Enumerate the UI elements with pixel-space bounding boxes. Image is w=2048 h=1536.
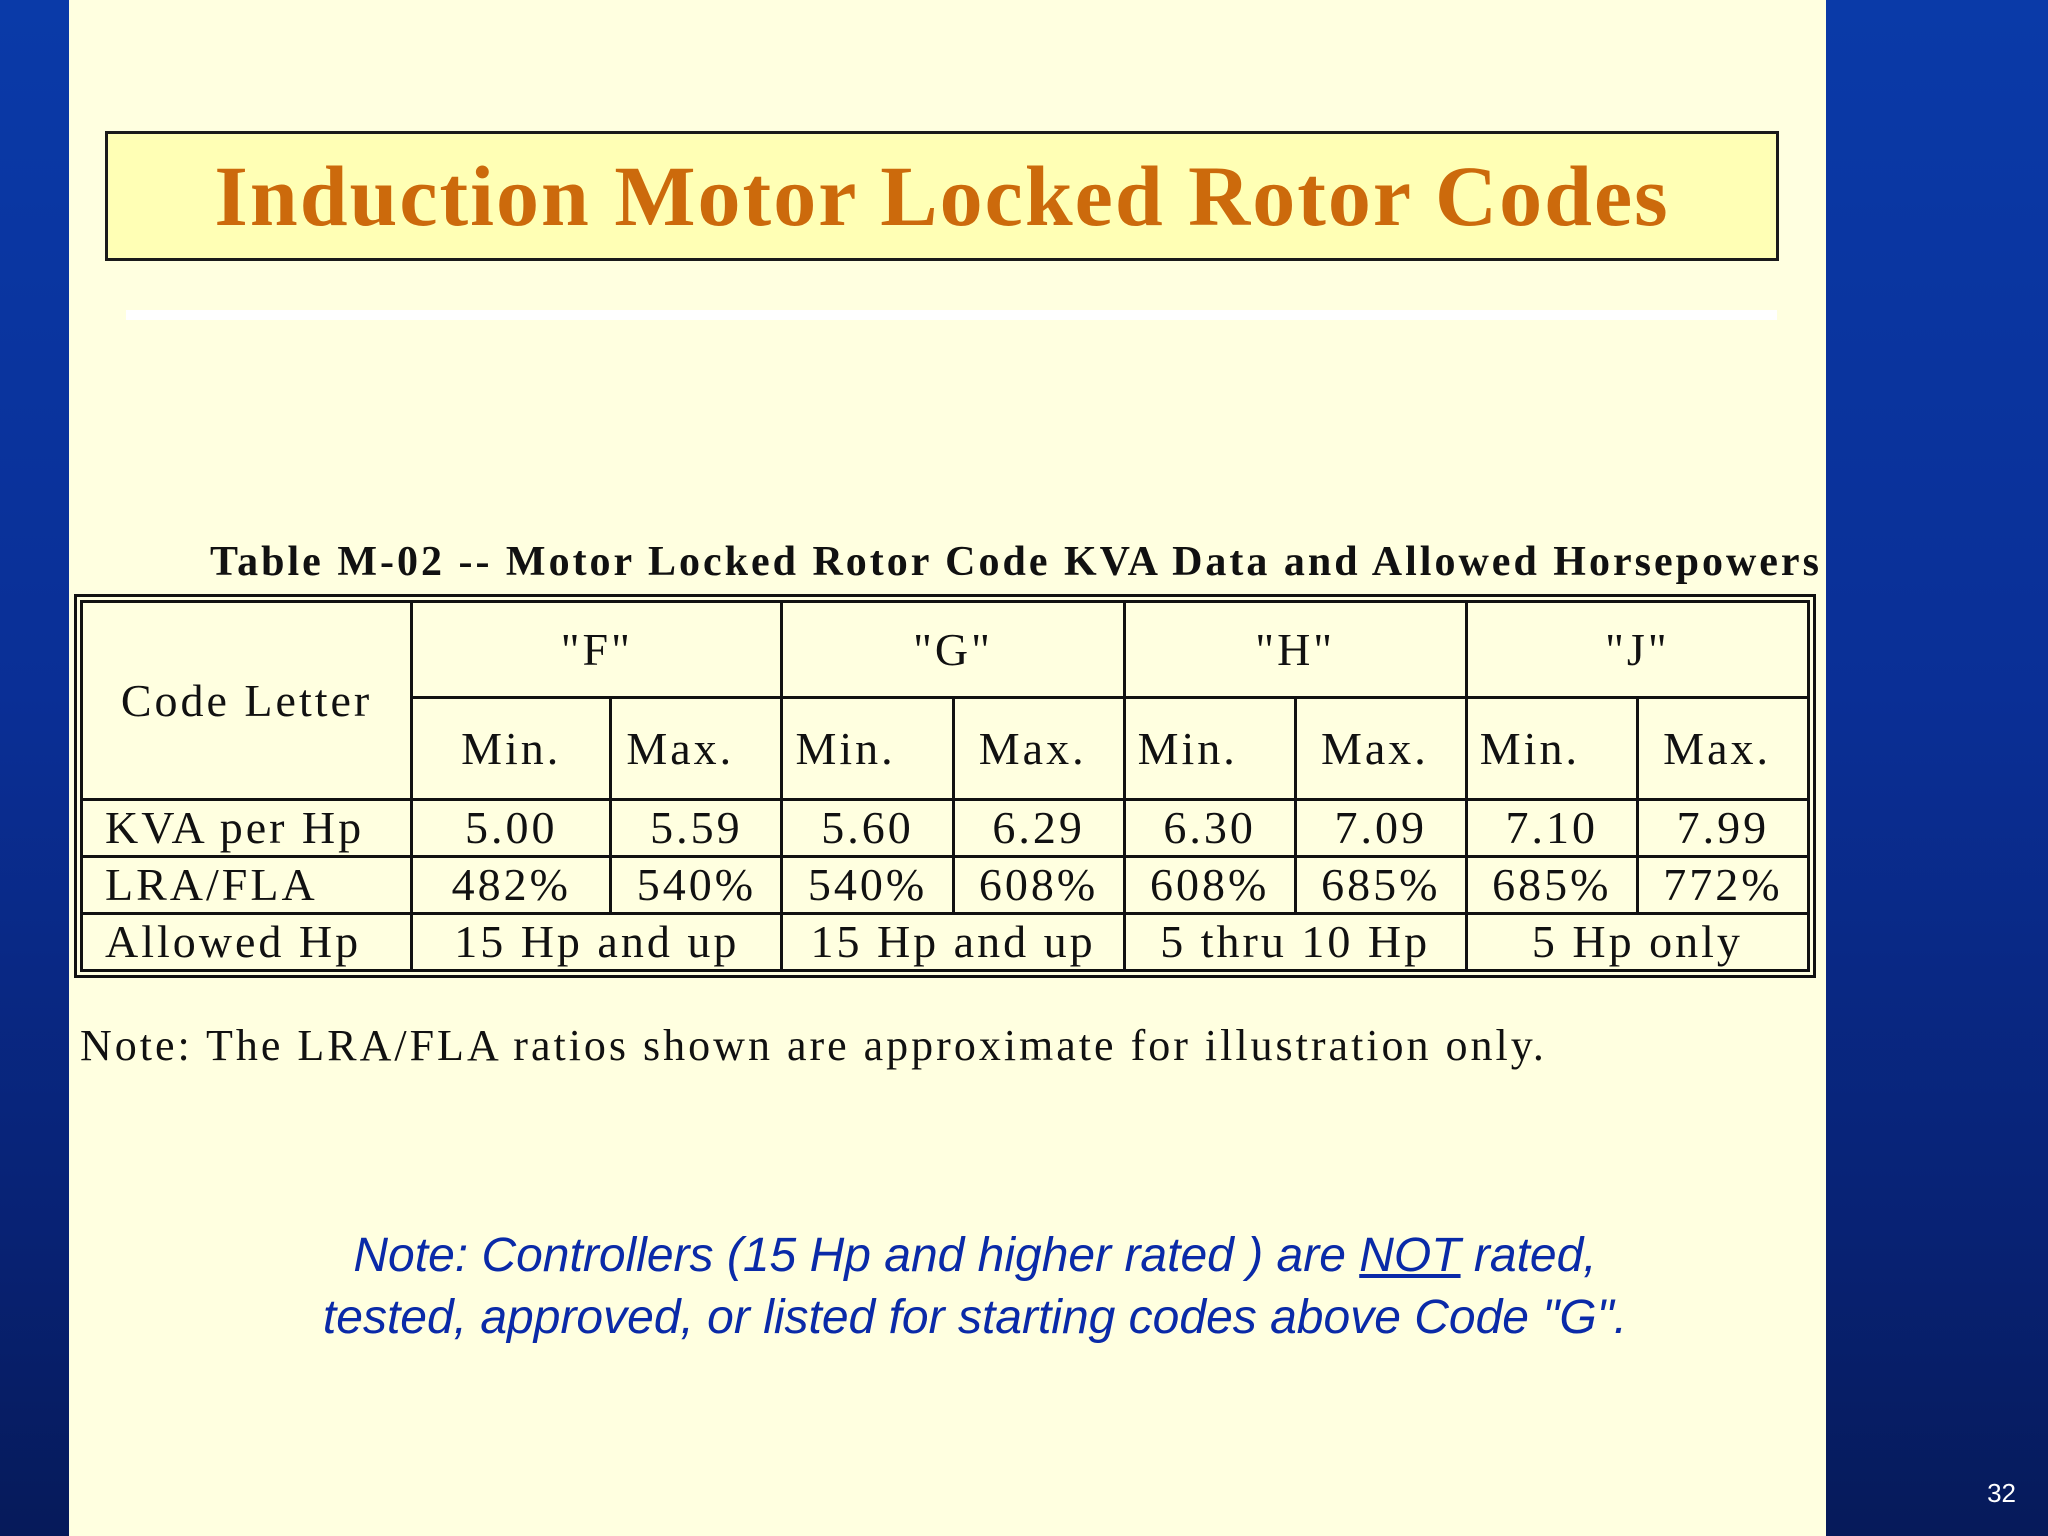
g-max-header: Max.	[953, 698, 1124, 800]
j-max-header: Max.	[1637, 698, 1808, 800]
table-cell: 540%	[782, 857, 953, 914]
controller-note-text-1: Note: Controllers (15 Hp and higher rated ) are	[353, 1229, 1360, 1282]
table-row	[82, 857, 1809, 914]
title-box	[105, 131, 1779, 261]
code-j-header: "J"	[1466, 602, 1808, 698]
j-min-header: Min.	[1466, 698, 1637, 800]
g-min-header: Min.	[782, 698, 953, 800]
controller-note-line-2: tested, approved, or listed for starting codes above Code "G".	[322, 1291, 1628, 1344]
rotor-code-table	[80, 600, 1810, 972]
title-underline	[126, 310, 1777, 320]
table-cell: 772%	[1637, 857, 1808, 914]
code-f-header: "F"	[412, 602, 782, 698]
table-caption: Table M-02 -- Motor Locked Rotor Code KVA Data and Allowed Horsepowers	[210, 539, 1822, 585]
table-cell: 540%	[611, 857, 782, 914]
controller-note-emphasis: NOT	[1359, 1229, 1461, 1282]
h-min-header: Min.	[1124, 698, 1295, 800]
allowed-hp-j: 5 Hp only	[1466, 914, 1808, 971]
allowed-hp-h: 5 thru 10 Hp	[1124, 914, 1466, 971]
table-cell: 6.30	[1124, 800, 1295, 857]
table-cell: 5.60	[782, 800, 953, 857]
f-min-header: Min.	[412, 698, 611, 800]
allowed-hp-g: 15 Hp and up	[782, 914, 1124, 971]
controller-note-text-2: rated,	[1460, 1229, 1597, 1282]
code-g-header: "G"	[782, 602, 1124, 698]
table-cell: 608%	[953, 857, 1124, 914]
code-h-header: "H"	[1124, 602, 1466, 698]
table-cell: 7.99	[1637, 800, 1808, 857]
rotor-code-table-frame	[74, 594, 1816, 978]
table-cell: 685%	[1466, 857, 1637, 914]
row-label-allowed-hp: Allowed Hp	[82, 914, 412, 971]
h-max-header: Max.	[1295, 698, 1466, 800]
table-cell: 7.10	[1466, 800, 1637, 857]
table-note: Note: The LRA/FLA ratios shown are approximate for illustration only.	[80, 1021, 1547, 1070]
controller-note	[0, 1225, 1950, 1349]
table-cell: 5.59	[611, 800, 782, 857]
table-row	[82, 800, 1809, 857]
code-letter-header: Code Letter	[82, 602, 412, 800]
row-label-kva: KVA per Hp	[82, 800, 412, 857]
page-number: 32	[1987, 1478, 2016, 1508]
controller-note-line-1	[0, 1225, 1950, 1287]
table-cell: 482%	[412, 857, 611, 914]
table-cell: 5.00	[412, 800, 611, 857]
table-cell: 685%	[1295, 857, 1466, 914]
row-label-lra-fla: LRA/FLA	[82, 857, 412, 914]
table-cell: 608%	[1124, 857, 1295, 914]
table-row	[82, 914, 1809, 971]
f-max-header: Max.	[611, 698, 782, 800]
table-cell: 6.29	[953, 800, 1124, 857]
slide-title: Induction Motor Locked Rotor Codes	[214, 148, 1670, 244]
table-cell: 7.09	[1295, 800, 1466, 857]
allowed-hp-f: 15 Hp and up	[412, 914, 782, 971]
